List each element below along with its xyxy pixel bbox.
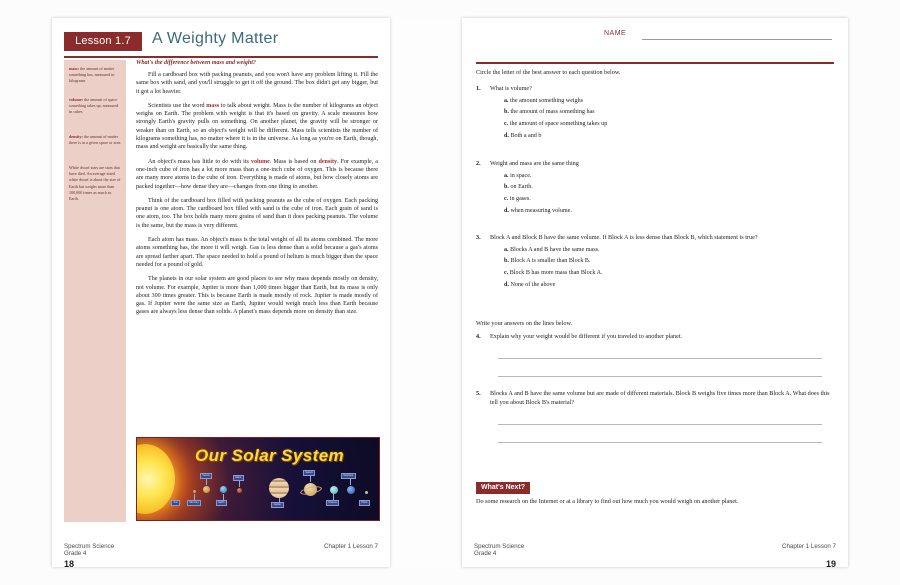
choice-text: the amount of space something takes up: [509, 120, 608, 127]
planet-earth: [220, 486, 227, 493]
choice-text: Block B has more mass than Block A.: [509, 269, 603, 276]
page-number: 19: [825, 559, 836, 569]
answer-choice-c[interactable]: [504, 195, 834, 203]
whats-next-badge: What's Next?: [476, 482, 530, 494]
vocab-definition: the amount of matter something has, measured in kilograms: [69, 66, 115, 84]
question-number: 5.: [476, 390, 481, 397]
fact-box: White dwarf stars are stars that have died. An average-sized white dwarf is about the size of Earth but weighs more than 100,000 times as much as Earth.: [69, 165, 121, 202]
question-3: [476, 234, 834, 289]
vocabulary-sidebar: [64, 60, 126, 522]
choice-letter: d.: [504, 281, 509, 288]
left-page-footer: [64, 543, 378, 557]
answer-choice-b[interactable]: [504, 183, 834, 191]
planet-label-earth: Earth: [216, 500, 227, 506]
choice-letter: b.: [504, 109, 509, 116]
body-paragraph: Fill a cardboard box with packing peanuts, and you won't have any problem lifting it. Fill the same box with sand, and you'll struggle to get it off the ground. The box didn't get any bigger, but it got a lot heavier.: [136, 72, 378, 95]
answer-choice-b[interactable]: [504, 108, 834, 116]
answer-line[interactable]: [498, 376, 822, 377]
question-text: Explain why your weight would be different if you traveled to another planet.: [490, 333, 683, 340]
name-field-row: [604, 30, 834, 37]
sun-graphic: [136, 444, 175, 514]
body-paragraph: Scientists use the word mass to talk about weight. Mass is the number of kilograms an object weighs on Earth. The problem with weight is that it's based on gravity. A scale measures how strongly Earth's gravity pulls on something. On another planet, the gravity will be stronger or weaker than on Earth, so an object's weight will be different. Mass tells scientists the number of kilograms something has, no matter where it is in the universe. As long as you're on Earth, though, mass and weight are basically the same thing.: [136, 102, 378, 151]
choice-letter: b.: [504, 184, 509, 191]
name-input-line[interactable]: [642, 39, 832, 40]
question-text: Blocks A and B have the same volume but are made of different materials. Block B weighs five times more than Block A. What does this tell you about Block B's material?: [490, 390, 830, 406]
choice-text: Both a and b: [510, 132, 542, 139]
planet-stem: [350, 479, 351, 485]
question-number: 2.: [476, 160, 481, 167]
answer-line[interactable]: [498, 358, 822, 359]
planet-label-venus: Venus: [200, 473, 212, 479]
footer-book: Spectrum Science: [474, 543, 525, 550]
question-number: 1.: [476, 85, 481, 92]
article-kicker: What's the difference between mass and weight?: [136, 60, 256, 66]
planet-mercury: [193, 490, 196, 493]
name-label: NAME: [604, 30, 627, 37]
choice-letter: a.: [504, 97, 509, 104]
answer-choice-d[interactable]: [504, 132, 834, 140]
footer-grade: Grade 4: [474, 550, 497, 557]
page-number: 18: [64, 559, 75, 569]
choice-text: when measuring volume.: [510, 207, 572, 214]
choice-letter: b.: [504, 258, 509, 265]
planet-label-saturn: Saturn: [303, 470, 315, 476]
vocab-definition: the amount of space something takes up, measured in cubes: [69, 97, 119, 115]
planet-label-uranus: Uranus: [326, 500, 339, 506]
choice-letter: c.: [504, 195, 509, 202]
question-5: [476, 390, 834, 407]
choice-text: in gases.: [509, 195, 531, 202]
question-text: Block A and Block B have the same volume. If Block A is less dense than Block B, which statement is true?: [490, 234, 758, 241]
question-2: [476, 160, 834, 215]
whats-next-text: Do some research on the Internet or at a library to find out how much you would weigh on another planet.: [476, 498, 739, 505]
answer-choice-a[interactable]: [504, 246, 834, 254]
choice-letter: c.: [504, 120, 509, 127]
planet-neptune: [347, 486, 355, 494]
choice-text: the amount of mass something has: [510, 109, 595, 116]
choice-text: on Earth.: [510, 184, 533, 191]
choice-letter: a.: [504, 172, 509, 179]
footer-chapter: Chapter 1 Lesson 7: [781, 543, 836, 550]
question-4: [476, 333, 834, 342]
page-title: A Weighty Matter: [152, 30, 279, 47]
answer-line[interactable]: [498, 442, 822, 443]
choice-text: Block A is smaller than Block B.: [510, 258, 591, 265]
vocab-definition: the amount of matter there is in a given space or area: [69, 134, 121, 146]
footer-chapter: Chapter 1 Lesson 7: [323, 543, 378, 550]
right-page-footer: [474, 543, 836, 557]
vocab-label: density:: [69, 134, 83, 139]
question-number: 3.: [476, 234, 481, 241]
question-text: Weight and mass are the same thing: [490, 160, 579, 167]
title-divider: [64, 56, 378, 58]
book-gutter: [390, 18, 462, 567]
choice-letter: d.: [504, 207, 509, 214]
question-1: [476, 85, 834, 140]
solar-system-figure: [136, 437, 380, 521]
vocab-term-volume: [69, 97, 122, 116]
footer-grade: Grade 4: [64, 550, 87, 557]
article-body: [136, 60, 378, 323]
figure-title: Our Solar System: [195, 446, 345, 465]
question-text: What is volume?: [490, 85, 532, 92]
body-paragraph: An object's mass has little to do with its volume. Mass is based on density. For example, a one-inch cube of iron has a lot more mass than a one-inch cube of oxygen. This is because there are many more atoms in the cube of iron. Everything is made of atoms, but how closely atoms are packed together—how dense they are—changes from one thing to another.: [136, 158, 378, 190]
body-paragraph: The planets in our solar system are good places to see why mass depends mostly on density, not volume. For example, Jupiter is more than 1,000 times bigger than Earth, but its mass is only about 300 times greater. This is because Earth is made mostly of rock. Jupiter is made mostly of gas. If Jupiter were the same size as Earth, Jupiter would weigh much less than Earth because gases are always less dense than solids. A planet's mass depends more on density than size.: [136, 276, 378, 316]
planet-label-mercury: Mercury: [187, 500, 201, 506]
planet-stem: [310, 476, 311, 482]
planet-label-sun: Sun: [171, 500, 180, 506]
answer-choice-c[interactable]: [504, 269, 834, 277]
choice-letter: a.: [504, 246, 509, 253]
planet-uranus: [330, 486, 338, 494]
left-page: [52, 18, 390, 567]
planet-stem: [206, 479, 207, 485]
choice-text: Blocks A and B have the same mass.: [510, 246, 600, 253]
choice-letter: d.: [504, 132, 509, 139]
right-page: [462, 18, 848, 567]
answer-line[interactable]: [498, 424, 822, 425]
vocab-label: volume:: [69, 97, 84, 102]
lesson-number-badge: Lesson 1.7: [64, 32, 142, 51]
answer-choice-b[interactable]: [504, 257, 834, 265]
answer-choice-a[interactable]: [504, 172, 834, 180]
answer-choice-a[interactable]: [504, 97, 834, 105]
choice-text: the amount something weighs: [510, 97, 584, 104]
section-divider: [476, 62, 834, 64]
vocab-term-mass: [69, 66, 122, 85]
question-number: 4.: [476, 333, 481, 340]
directions-text: Circle the letter of the best answer to each question below.: [476, 69, 621, 76]
choice-letter: c.: [504, 269, 509, 276]
choice-text: None of the above: [510, 281, 556, 288]
planet-label-mars: Mars: [233, 475, 244, 481]
write-answers-directions: Write your answers on the lines below.: [476, 320, 573, 327]
planet-label-jupiter: Jupiter: [271, 502, 284, 508]
vocab-label: mass:: [69, 66, 80, 71]
answer-choice-c[interactable]: [504, 120, 834, 128]
planet-venus: [203, 486, 210, 493]
footer-book: Spectrum Science: [64, 543, 115, 550]
planet-pluto: [365, 491, 368, 494]
vocab-term-density: [69, 134, 122, 146]
answer-choice-d[interactable]: [504, 281, 834, 289]
planet-label-pluto: Pluto: [359, 500, 370, 506]
planet-mars: [237, 488, 242, 493]
planet-stem: [239, 481, 240, 487]
choice-text: in space.: [510, 172, 532, 179]
body-paragraph: Each atom has mass. An object's mass is the total weight of all its atoms combined. The more atoms something has, the more it will weigh. Gas is less dense than a solid because a gas's atoms are spread farther apart. The space needed to hold a pound of helium is much bigger than the space needed for a pound of gold.: [136, 237, 378, 268]
body-paragraph: Think of the cardboard box filled with packing peanuts as the cube of oxygen. Each packing peanut is one atom. The cardboard box filled with sand is the cube of iron. Each grain of sand is one atom, too. The box holds many more grains of sand than it does packing peanuts. The volume is the same, but the mass is very different.: [136, 197, 378, 229]
planet-jupiter: [269, 478, 289, 498]
planet-label-neptune: Neptune: [341, 473, 356, 479]
answer-choice-d[interactable]: [504, 207, 834, 215]
